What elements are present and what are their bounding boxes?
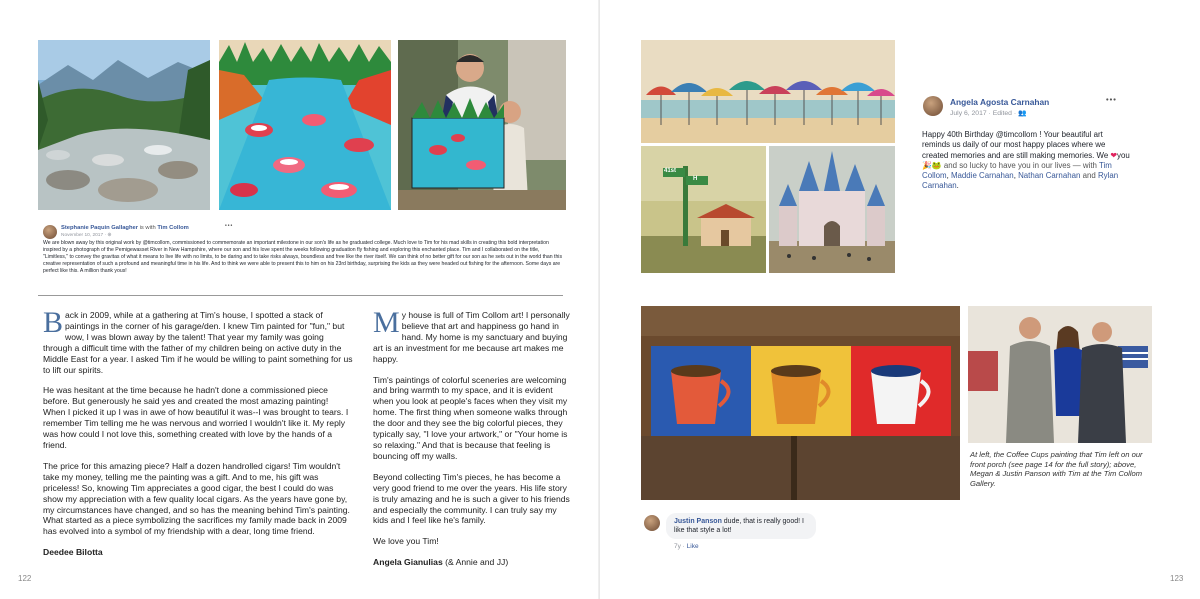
post-date-text: November 10, 2017 · — [61, 233, 108, 238]
page-number: 123 — [1170, 574, 1184, 583]
testimonial-angela — [373, 306, 573, 578]
river-photo — [38, 40, 210, 210]
body-text: and so lucky to have you in our lives — with — [941, 160, 1099, 170]
separator: . — [956, 181, 959, 191]
drop-cap: B — [43, 306, 64, 339]
globe-icon: ⊕ — [107, 233, 112, 238]
body-text: you — [1117, 150, 1130, 160]
paragraph: We love you Tim! — [373, 536, 439, 547]
drop-cap: M — [373, 306, 400, 339]
avatar[interactable] — [644, 515, 660, 531]
paragraph: Beyond collecting Tim's pieces, he has become a very good friend to me over the years. His life story is truly amazing and he is such a giver to his friends and especially the community. I can truly say my kids and I feel like he's family. — [373, 471, 570, 526]
author-name[interactable]: Stephanie Paquin Gallagher — [61, 225, 138, 231]
signature-extra: (& Annie and JJ) — [442, 557, 509, 568]
heart-icon: ❤ — [1110, 150, 1118, 160]
right-page — [600, 0, 1200, 599]
post-date — [950, 109, 1026, 117]
body-text: Happy 40th Birthday @timcollom ! Your beautiful art reminds us daily of our most happy places where we created memories and are still making memories. We — [922, 130, 1111, 160]
graduation-photo — [398, 40, 566, 210]
street-sign-label-2: H — [693, 176, 698, 182]
paragraph: The price for this amazing piece? Half a dozen handrolled cigars! Tim wouldn't take my money, telling me the painting was a gift. And to me, his gift was priceless! So, knowing Tim appreciates a good cigar, the best I could do was show my appreciation with a few quality local cigars. As the years have gone by, my circumstances have changed, and so has the meaning behind Tim's painting. What started as a piece symbolizing the sacrifices my family made back in 2009 has evolved into a symbol of my friendship with a dear, long time friend. — [43, 460, 350, 537]
party-emoji-icon: 🎉🐸 — [922, 160, 942, 170]
more-options-icon[interactable]: ••• — [225, 223, 234, 229]
castle-painting — [769, 146, 895, 273]
facebook-comment — [644, 513, 844, 557]
comment-author[interactable]: Justin Panson — [674, 518, 722, 525]
divider — [38, 295, 563, 296]
post-date-text: July 6, 2017 · Edited · — [950, 110, 1019, 117]
coffee-cups-painting — [641, 306, 960, 500]
street-sign-painting — [641, 146, 766, 273]
testimonial-deedee — [43, 306, 353, 568]
signature: Deedee Bilotta — [43, 547, 103, 558]
post-body — [922, 130, 1130, 192]
comment-text: dude, that is really good! I like that style a lot! — [674, 518, 804, 534]
paragraph-text: y house is full of Tim Collom art! I personally believe that art and happiness go hand in hand. My home is my sanctuary and buying art is an investment for me because art makes me happy. — [373, 310, 570, 364]
tagged-friend[interactable]: Maddie Carnahan — [950, 171, 1014, 181]
tagged-friend[interactable]: Tim Collom — [157, 225, 189, 231]
friends-icon: 👥 — [1018, 110, 1027, 117]
post-date — [61, 233, 111, 238]
paragraph: Tim's paintings of colorful sceneries are welcoming and bring warmth to my space, and it is evident when you look at people's faces when they visit my home. The first thing when someone walks through the door and they see the big colorful pieces, they typically say, "I love your artwork," or "Your home is so relaxing." And that is because that feeling is bouncing off my walls. — [373, 374, 568, 461]
beach-umbrellas-painting — [641, 40, 895, 143]
photo-caption: At left, the Coffee Cups painting that Tim left on our front porch (see page 14 for the full story); above, Megan & Justin Panson with Tim at the Tim Collom Gallery. — [970, 450, 1143, 488]
tagged-friend[interactable]: Rylan Carnahan — [922, 171, 1119, 191]
avatar[interactable] — [923, 96, 943, 116]
street-sign-label: 41st — [664, 168, 677, 174]
paragraph-text: ack in 2009, while at a gathering at Tim's house, I spotted a stack of paintings in the corner of his garage/den. I knew Tim painted for "fun," but wow, I was blown away by the talent! That year my family was going through a difficult time with the father of my children being on active duty in the Middle East for a year. I asked Tim if he would be willing to paint something for us to lift our spirits. — [43, 310, 353, 375]
with-text: is with — [139, 225, 156, 231]
more-options-icon[interactable]: ••• — [1106, 95, 1117, 104]
river-painting — [219, 40, 391, 210]
paragraph — [43, 306, 353, 375]
paragraph: He was hesitant at the time because he hadn't done a commissioned piece before. But generously he said yes and created the most amazing painting! When I picked it up I was in awe of how beautiful it was--I was brought to tears. I remember Tim telling me he was nervous and worried I wouldn't like it. My reply was how could I not love this, something created with love by the hands of a friend. — [43, 385, 349, 450]
separator: , — [1013, 171, 1019, 181]
signature — [373, 557, 573, 568]
like-button[interactable]: Like — [686, 543, 699, 550]
gallery-photo — [968, 306, 1152, 443]
post-author[interactable] — [61, 225, 189, 231]
paragraph — [373, 306, 573, 365]
separator: , — [946, 171, 951, 181]
facebook-post-stephanie — [38, 216, 566, 292]
comment-actions — [674, 543, 699, 550]
post-body: We are blown away by this original work by @timcollom, commissioned to commemorate an important milestone in our son's life as he graduated college. Much love to Tim for his mad skills in creating this bold interpretation inspired by a photograph of the Pemigewasset River in New Hampshire, where our son and his love spent the weeks following graduation fly fishing and exploring this enchanted place. Tim and I collaborated on the title, "Limitless," to convey the gravitas of what it means to live life with no limits, to be daring and to take risks always, boundless and free like the river itself. We can think of no better gift for our son as he sets out in the world than this creative representation of such a profound and meaningful time in his life. And to think we were able to present this to him on his 23rd birthday, surprising the kids as they were headed out fishing for the afternoon. Some days are perfect like this. A million thank yous! — [43, 240, 563, 274]
tagged-friend[interactable]: Nathan Carnahan — [1018, 171, 1081, 181]
comment-age: 7y · — [674, 543, 687, 550]
comment-bubble — [666, 513, 816, 539]
avatar[interactable] — [43, 225, 57, 239]
post-author[interactable]: Angela Agosta Carnahan — [950, 97, 1050, 107]
signature-name: Angela Gianulias — [373, 557, 443, 568]
tagged-friend[interactable]: Tim Collom — [922, 160, 1112, 181]
separator: and — [1080, 171, 1098, 181]
page-number: 122 — [18, 574, 32, 583]
facebook-post-angela — [916, 90, 1136, 200]
